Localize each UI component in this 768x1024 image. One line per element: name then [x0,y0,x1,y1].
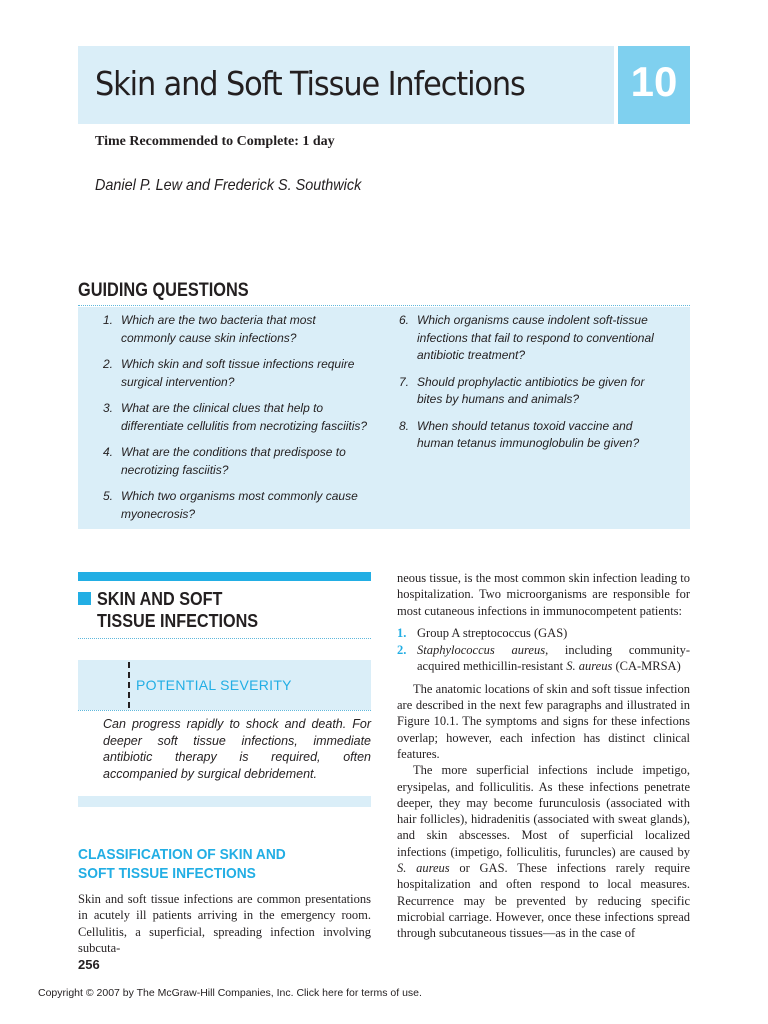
page-number: 256 [78,957,100,972]
organism-list-item: 2. Staphylococcus aureus, including community-acquired methicillin-resistant S. aureus (CA-MRSA) [397,643,690,674]
chapter-title: Skin and Soft Tissue Infections [95,64,525,103]
guiding-questions-heading: GUIDING QUESTIONS [78,280,249,301]
section-bullet-square [78,592,91,605]
guiding-questions-rule [78,305,690,306]
guiding-question: 4. What are the conditions that predispose to necrotizing fasciitis? [103,445,346,477]
superficial-infections-paragraph: The more superficial infections include impetigo, erysipelas, and folliculitis. As these infections penetrate deeper, they may become furunculosis (associated with hair follicles), hidradenitis (associated with sweat glands), and skin abscesses. Most of superficial localized infections (impetigo, folliculitis, furuncles) are caused by S. aureus or GAS. These infections rarely require hospitalization and often respond to local measures. Recurrence may be prevented by reducing specific microbial carriage. However, once these infections spread through subcutaneous tissues—as in the case of [397,763,690,941]
severity-bottom-bar [78,796,371,807]
guiding-question: 7. Should prophylactic antibiotics be given for bites by humans and animals? [399,374,645,406]
organism-list [397,625,690,675]
guiding-questions-right-list [399,312,667,462]
anatomic-locations-paragraph: The anatomic locations of skin and soft tissue infection are described in the next few paragraphs and illustrated in Figure 10.1. The symptoms and signs for these infections overlap; however, each infection has distinct clinical features. [397,681,690,761]
right-column [397,570,690,942]
guiding-question: 1. Which are the two bacteria that most commonly cause skin infections? [103,313,316,345]
section-accent-bar [78,572,371,581]
section-heading-line2: TISSUE INFECTIONS [97,611,259,631]
section-rule [78,638,371,639]
organism-list-item: 1. Group A streptococcus (GAS) [397,625,568,640]
guiding-question: 3. What are the clinical clues that help to differentiate cellulitis from necrotizing fasciitis? [103,401,368,433]
classification-paragraph: Skin and soft tissue infections are common presentations in acutely ill patients arriving in the emergency room. Cellulitis, a superficial, spreading infection involving subcuta- [78,892,371,955]
time-recommended: Time Recommended to Complete: 1 day [95,134,335,149]
copyright-link[interactable]: Copyright © 2007 by The McGraw-Hill Companies, Inc. Click here for terms of use. [38,987,422,999]
severity-text: Can progress rapidly to shock and death. For deeper soft tissue infections, immediate antibiotic therapy is required, often accompanied by surgical debridement. [103,717,371,781]
guiding-question: 5. Which two organisms most commonly cause myonecrosis? [103,489,358,521]
section-heading [97,588,258,632]
chapter-authors: Daniel P. Lew and Frederick S. Southwick [95,177,362,194]
severity-dashed-divider [128,662,130,708]
guiding-question: 2. Which skin and soft tissue infections require surgical intervention? [103,357,355,389]
classification-heading-line1: CLASSIFICATION OF SKIN AND [78,846,286,863]
classification-heading [78,845,286,883]
guiding-question: 8. When should tetanus toxoid vaccine and human tetanus immunoglobulin be given? [399,418,640,450]
chapter-number: 10 [630,58,678,105]
severity-rule [78,710,371,711]
guiding-question: 6. Which organisms cause indolent soft-tissue infections that fail to respond to conventional antibiotic treatment? [399,313,654,362]
guiding-questions-left-list [103,312,371,532]
section-heading-line1: SKIN AND SOFT [97,589,223,609]
classification-heading-line2: SOFT TISSUE INFECTIONS [78,865,256,882]
right-intro-paragraph: neous tissue, is the most common skin infection leading to hospitalization. Two microorganisms are responsible for most cutaneous infections in immunocompetent patients: [397,571,690,618]
severity-label: POTENTIAL SEVERITY [136,677,292,693]
